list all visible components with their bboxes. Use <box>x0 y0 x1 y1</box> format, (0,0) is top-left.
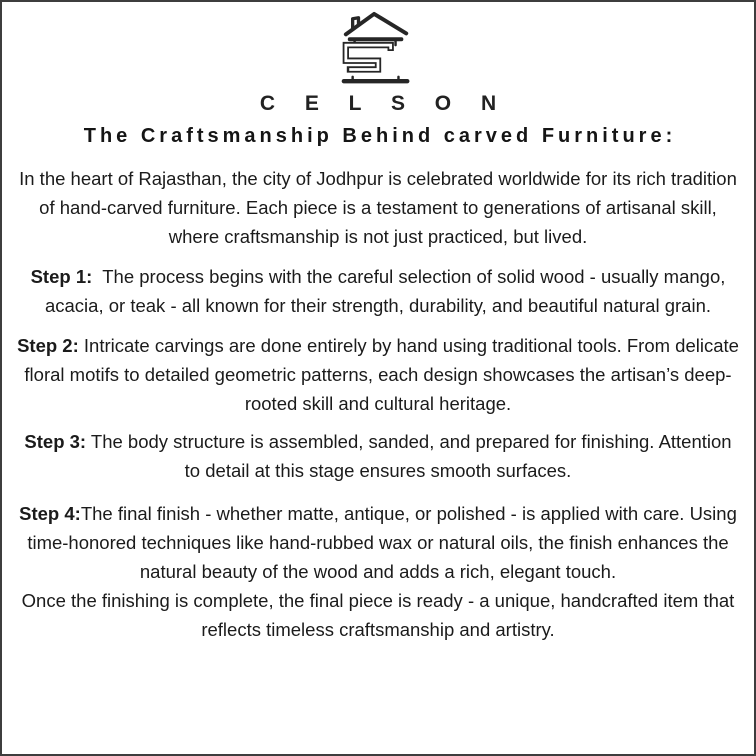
step-3-label: Step 3: <box>24 431 87 452</box>
step-3-text: The body structure is assembled, sanded, and prepared for finishing. Attention to detail at this stage ensures smooth surfaces. <box>86 431 732 481</box>
step-2-text: Intricate carvings are done entirely by hand using traditional tools. From delicate floral motifs to detailed geometric patterns, each design showcases the artisan’s deep-rooted skill and cultural heritage. <box>24 335 739 414</box>
page-title: The Craftsmanship Behind carved Furniture: <box>83 125 677 147</box>
step-2-paragraph <box>17 331 739 418</box>
step-3-paragraph <box>17 427 739 485</box>
step-1-label: Step 1: <box>30 266 93 287</box>
step-2-label: Step 2: <box>17 335 79 356</box>
step-4-label: Step 4: <box>19 503 81 524</box>
step-4-text: The final finish - whether matte, antique, or polished - is applied with care. Using time-honored techniques like hand-rubbed wax or natural oils, the finish enhances the natural beauty of the wood and adds a rich, elegant touch. <box>27 503 737 582</box>
brand-name: C E L S O N <box>259 92 509 115</box>
step-4-paragraph <box>17 499 739 586</box>
brand-header <box>17 10 739 116</box>
celson-house-logo-icon <box>334 10 422 88</box>
step-1-paragraph <box>17 262 739 320</box>
step-1-text: The process begins with the careful selection of solid wood - usually mango, acacia, or teak - all known for their strength, durability, and beautiful natural grain. <box>44 266 726 316</box>
closing-paragraph: Once the finishing is complete, the final piece is ready - a unique, handcrafted item that reflects timeless craftsmanship and artistry. <box>21 590 735 640</box>
intro-paragraph: In the heart of Rajasthan, the city of Jodhpur is celebrated worldwide for its rich tradition of hand-carved furniture. Each piece is a testament to generations of artisanal skill, where craftsmanship is not just practiced, but lived. <box>19 168 737 247</box>
